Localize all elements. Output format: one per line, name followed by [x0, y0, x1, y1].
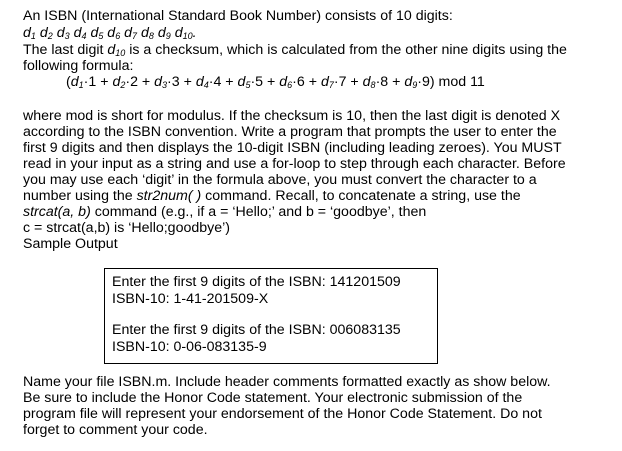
- closing-line: Name your file ISBN.m. Include header comments formatted exactly as show below.: [23, 374, 551, 390]
- str2num-post: command. Recall, to concatenate a string, use the: [201, 188, 521, 204]
- sample-result-2: ISBN-10: 0-06-083135-9: [112, 339, 267, 355]
- digit-symbol: $d_7$: [124, 25, 138, 41]
- instruction-line: where mod is short for modulus. If the checksum is 10, then the last digit is denoted X: [23, 108, 561, 124]
- checksum-description: [23, 42, 603, 74]
- sample-result-1: ISBN-10: 1-41-201509-X: [112, 291, 269, 307]
- checksum-formula: $(d_1\cdot 1 + d_2\cdot 2 + d_3\cdot 3 + d_4\cdot 4 + d_5\cdot 5 + d_6\cdot 6 + d_7\cdot 7 + d_8\cdot 8 + d_9\cdot 9)$ mod 11: [66, 74, 485, 90]
- sample-prompt-2: Enter the first 9 digits of the ISBN: 006083135: [112, 322, 401, 338]
- closing-line: Be sure to include the Honor Code statement. Your electronic submission of the: [23, 390, 523, 406]
- sample-output-box: [104, 268, 438, 364]
- digit-sequence: [23, 25, 603, 41]
- strcat-command: strcat(a, b): [23, 204, 91, 220]
- strcat-post: command (e.g., if a = ‘Hello;’ and b = ‘goodbye’, then: [90, 204, 427, 220]
- instruction-line-strcat: [23, 204, 603, 220]
- intro-paragraph-line1: [23, 8, 603, 24]
- intro-line1-text: An ISBN (International Standard Book Number) consists of 10 digits:: [23, 8, 453, 24]
- digit-symbol: $d_{10}$.: [174, 25, 197, 41]
- digit-symbol: $d_9$: [157, 25, 171, 41]
- instruction-line: you may use each ‘digit’ in the formula above, you must convert the character to a: [23, 172, 537, 188]
- checksum-line: The last digit $d_{10}$ is a checksum, which is calculated from the other nine digits using the: [23, 42, 567, 58]
- strcat-result-line: c = strcat(a,b) is ‘Hello;goodbye’): [23, 220, 230, 236]
- instructions-paragraph: [23, 108, 603, 252]
- instruction-line: first 9 digits and then displays the 10-digit ISBN (including leading zeroes). You MUST: [23, 140, 562, 156]
- instruction-line-str2num: [23, 188, 603, 204]
- closing-line: forget to comment your code.: [23, 422, 208, 438]
- digit-symbol: $d_1$: [23, 25, 36, 41]
- closing-paragraph: [23, 374, 603, 438]
- instruction-line: read in your input as a string and use a for-loop to step through each character. Before: [23, 156, 566, 172]
- instruction-line: according to the ISBN convention. Write a program that prompts the user to enter the: [23, 124, 557, 140]
- str2num-command: str2num( ): [136, 188, 202, 204]
- formula-intro-line: following formula:: [23, 58, 134, 74]
- sample-output-heading: Sample Output: [23, 236, 118, 252]
- digit-symbol: $d_4$: [73, 25, 87, 41]
- str2num-pre: number using the: [23, 188, 137, 204]
- digit-symbol: $d_6$: [107, 25, 121, 41]
- sample-prompt-1: Enter the first 9 digits of the ISBN: 141201509: [112, 274, 401, 290]
- digit-symbol: $d_5$: [90, 25, 104, 41]
- closing-line: program file will represent your endorsement of the Honor Code Statement. Do not: [23, 406, 542, 422]
- digit-symbol: $d_8$: [141, 25, 154, 41]
- digit-symbol: $d_2$: [39, 25, 53, 41]
- digit-symbol: $d_3$: [56, 25, 70, 41]
